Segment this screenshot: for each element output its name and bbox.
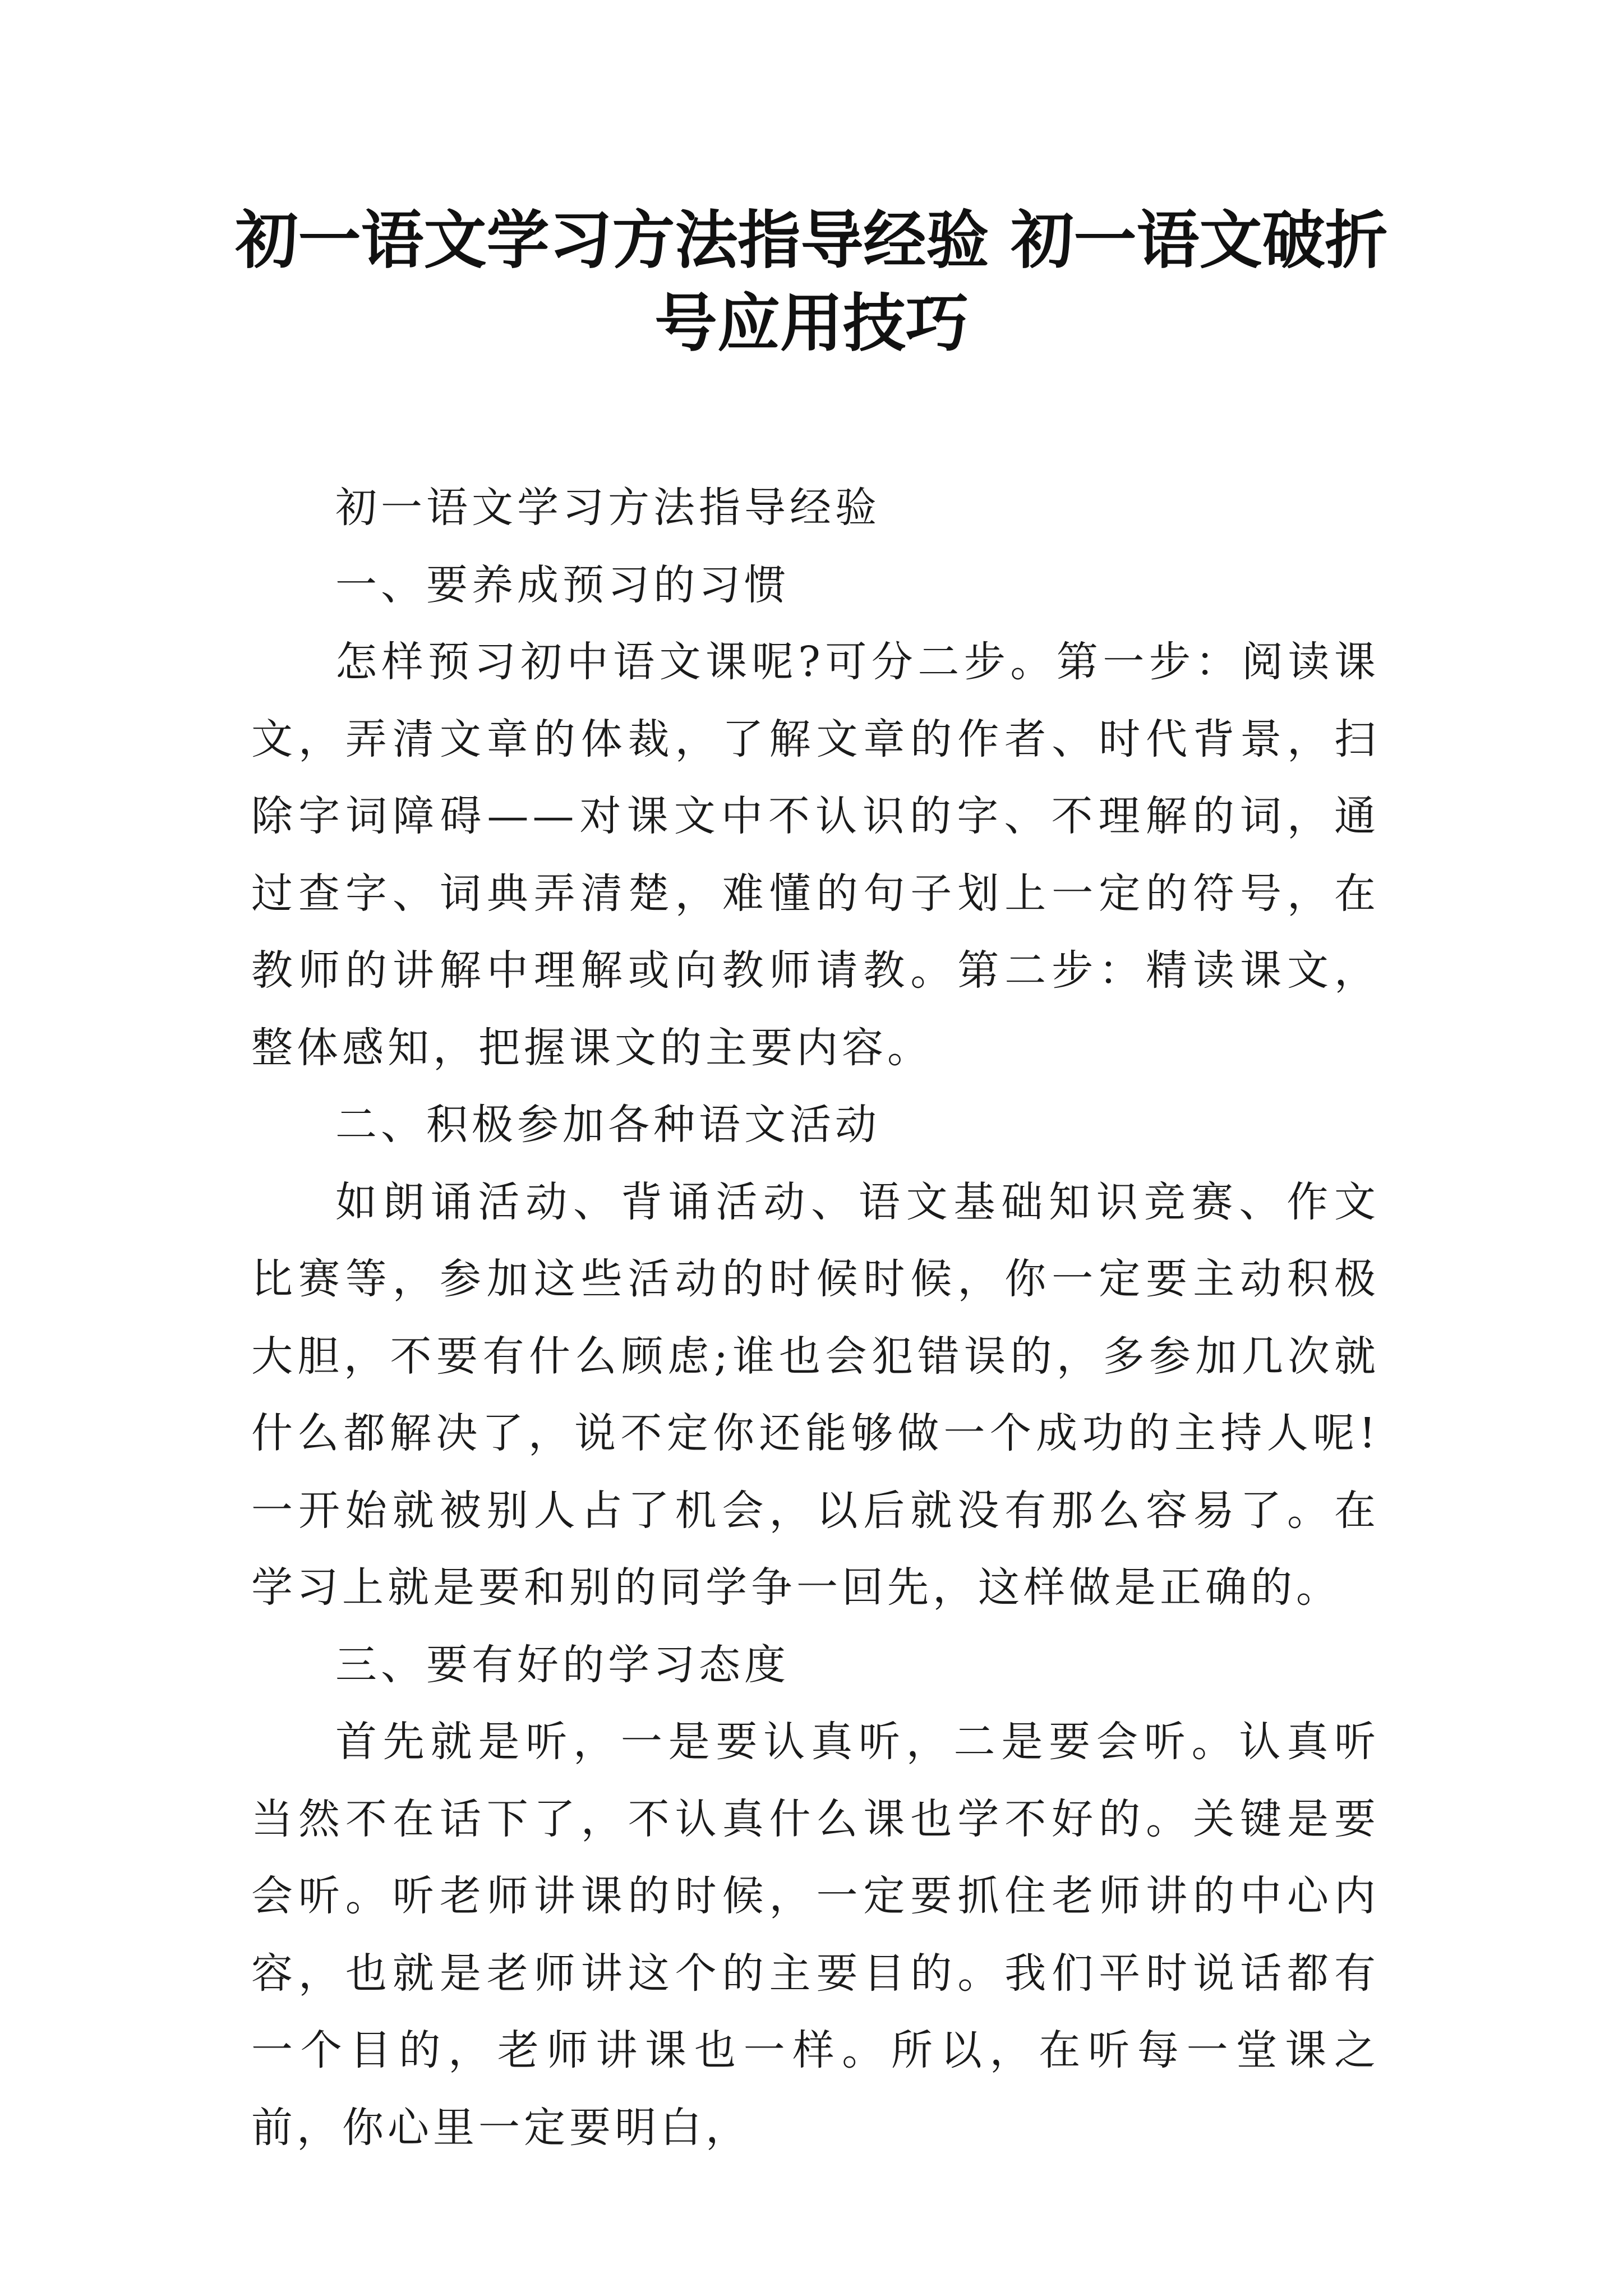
subheading-2: 二、积极参加各种语文活动 <box>335 1101 880 1149</box>
document-body <box>251 470 1380 2166</box>
paragraph-1: 怎样预习初中语文课呢?可分二步。第一步：阅读课文，弄清文章的体裁，了解文章的作者、时代背景，扫除字词障碍——对课文中不认识的字、不理解的词，通过查字、词典弄清楚，难懂的句子划上一定的符号，在教师的讲解中理解或向教师请教。第二步：精读课文，整体感知，把握课文的主要内容。 <box>251 638 1380 1072</box>
paragraph-3: 首先就是听，一是要认真听，二是要会听。认真听当然不在话下了，不认真什么课也学不好的。关键是要会听。听老师讲课的时候，一定要抓住老师讲的中心内容，也就是老师讲这个的主要目的。我们平时说话都有一个目的，老师讲课也一样。所以，在听每一堂课之前，你心里一定要明白， <box>251 1718 1380 2152</box>
section-heading: 初一语文学习方法指导经验 <box>335 484 880 532</box>
subheading-1: 一、要养成预习的习惯 <box>335 560 790 609</box>
subheading-3: 三、要有好的学习态度 <box>335 1640 790 1689</box>
document-title: 初一语文学习方法指导经验 初一语文破折号应用技巧 <box>235 204 1388 360</box>
paragraph-2: 如朗诵活动、背诵活动、语文基础知识竞赛、作文比赛等，参加这些活动的时候时候，你一定要主动积极大胆，不要有什么顾虑;谁也会犯错误的，多参加几次就什么都解决了，说不定你还能够做一个成功的主持人呢!一开始就被别人占了机会，以后就没有那么容易了。在学习上就是要和别的同学争一回先，这样做是正确的。 <box>251 1177 1380 1612</box>
